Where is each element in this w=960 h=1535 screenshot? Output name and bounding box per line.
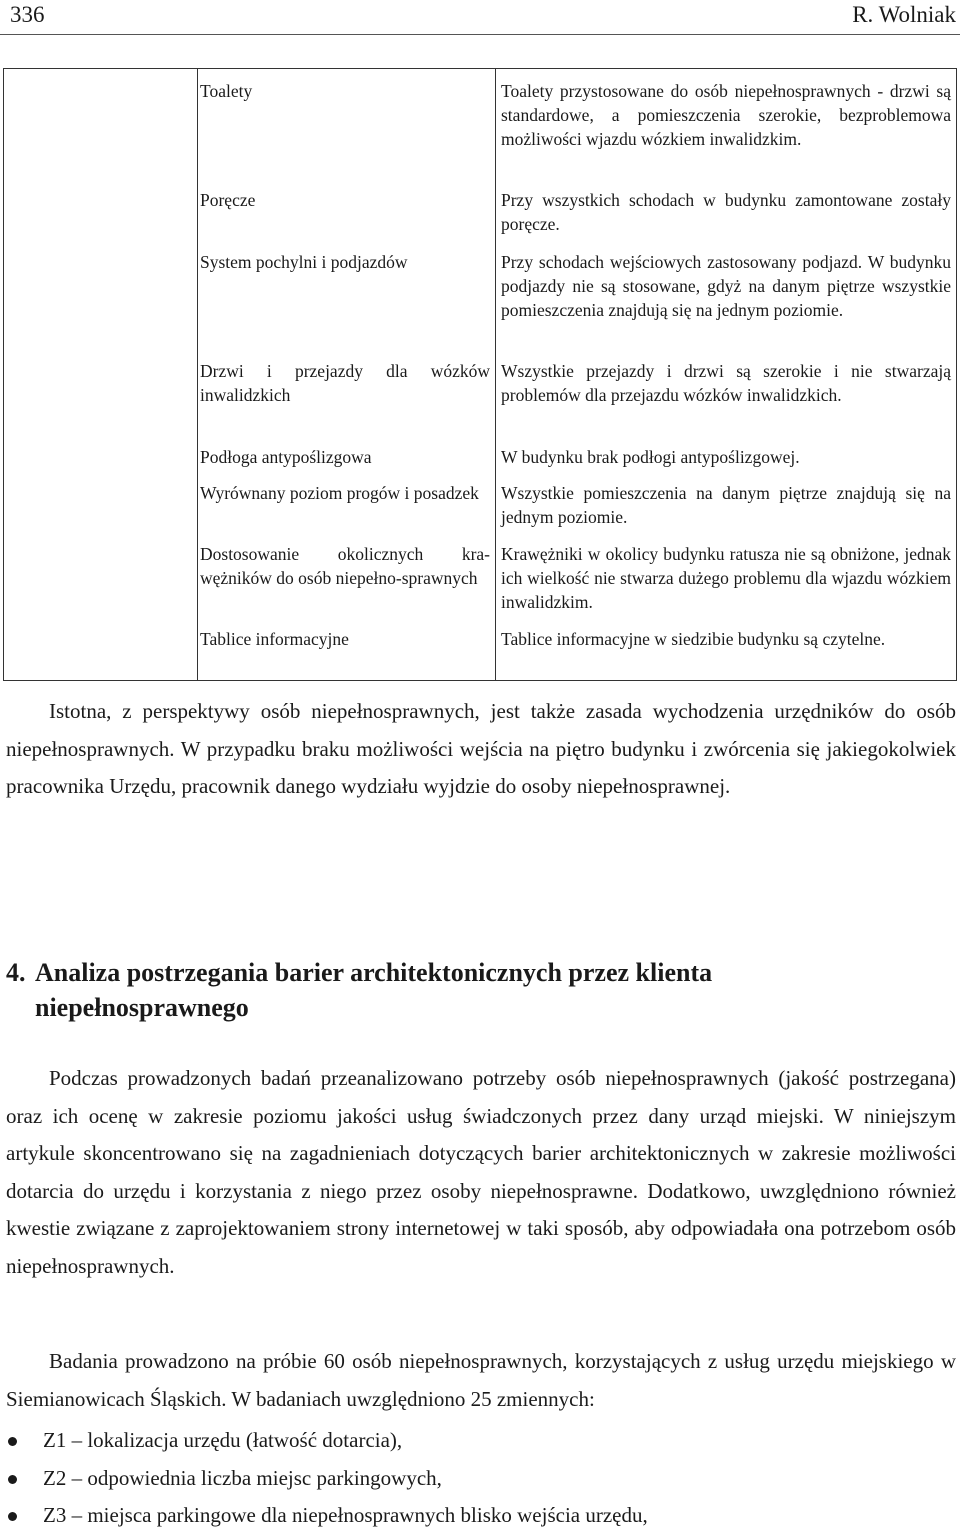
table-row-label: Poręcze bbox=[200, 190, 256, 210]
section-number: 4. bbox=[6, 958, 26, 987]
table-row-value: Wszystkie pomieszczenia na danym piętrze znajdują się na jednym poziomie. bbox=[501, 483, 951, 527]
table-row-value: Krawężniki w okolicy budynku ratusza nie są obniżone, jednak ich wielkość nie stwarza dużego problemu dla wjazdu wózkiem inwalidzkim. bbox=[501, 544, 951, 612]
table-row-value: Przy wszystkich schodach w budynku zamontowane zostały poręcze. bbox=[501, 190, 951, 234]
section-title-line1: Analiza postrzegania barier architektonicznych przez klienta bbox=[35, 958, 713, 987]
list-item bbox=[0, 1497, 950, 1535]
table-row-value: Toalety przystosowane do osób niepełnosprawnych - drzwi są standardowe, a pomieszczenia szerokie, bezproblemowa możliwości wjazdu wózkiem inwalidzkim. bbox=[501, 81, 951, 149]
table-row-value: Wszystkie przejazdy i drzwi są szerokie i nie stwarzają problemów dla przejazdu wózków inwalidzkich. bbox=[501, 361, 951, 405]
body-paragraph: Badania prowadzono na próbie 60 osób niepełnosprawnych, korzystających z usług urzędu miejskiego w Siemianowicach Śląskich. W badaniach uwzględniono 25 zmiennych: bbox=[6, 1349, 956, 1411]
table-row-label: Tablice informacyjne bbox=[200, 629, 349, 649]
table-row-value: W budynku brak podłogi antypoślizgowej. bbox=[501, 447, 800, 467]
page-number: 336 bbox=[10, 2, 45, 27]
table-row-value: Przy schodach wejściowych zastosowany podjazd. W budynku podjazdy nie są stosowane, gdyż na danym piętrze wszystkie pomieszczenia znajdują się na jednym poziomie. bbox=[501, 252, 951, 320]
body-paragraph: Podczas prowadzonych badań przeanalizowano potrzeby osób niepełnosprawnych (jakość postrzegana) oraz ich ocenę w zakresie poziomu jakości usług świadczonych przez dany urząd miejski. W niniejszym artykule skoncentrowano się na zagadnieniach dotyczących barier architektonicznych w zakresie możliwości dotarcia do urzędu i korzystania z niego przez osoby niepełnosprawne. Dodatkowo, uwzględniono również kwestie związane z zaprojektowaniem strony internetowej w taki sposób, aby odpowiadała ona potrzebom osób niepełnosprawnych. bbox=[6, 1066, 956, 1278]
bullet-icon bbox=[8, 1475, 17, 1484]
table-row-label: Podłoga antypoślizgowa bbox=[200, 447, 372, 467]
list-item-text: Z1 – lokalizacja urzędu (łatwość dotarcia), bbox=[43, 1428, 403, 1452]
list-item-text: Z3 – miejsca parkingowe dla niepełnosprawnych blisko wejścia urzędu, bbox=[43, 1503, 648, 1527]
running-header bbox=[0, 0, 960, 35]
bullet-icon bbox=[8, 1512, 17, 1521]
table-row-label: Drzwi i przejazdy dla wózków inwalidzkich bbox=[200, 361, 490, 405]
list-item bbox=[0, 1422, 950, 1460]
section-title-line2: niepełnosprawnego bbox=[35, 993, 249, 1022]
table-row-label: Dostosowanie okolicznych kra-wężników do osób niepełno-sprawnych bbox=[200, 544, 490, 588]
bullet-icon bbox=[8, 1437, 17, 1446]
table-row-label: Toalety bbox=[200, 81, 253, 101]
list-item bbox=[0, 1460, 950, 1498]
list-item-text: Z2 – odpowiednia liczba miejsc parkingowych, bbox=[43, 1465, 442, 1490]
running-author: R. Wolniak bbox=[852, 2, 956, 27]
table-column-divider bbox=[197, 69, 198, 680]
table-row-label: System pochylni i podjazdów bbox=[200, 252, 408, 272]
table-column-divider bbox=[495, 69, 496, 680]
section-heading bbox=[6, 955, 906, 1025]
table-row-label: Wyrównany poziom progów i posadzek bbox=[200, 483, 479, 503]
variable-list bbox=[0, 1422, 950, 1535]
body-paragraph: Istotna, z perspektywy osób niepełnosprawnych, jest także zasada wychodzenia urzędników do osób niepełnosprawnych. W przypadku braku możliwości wejścia na piętro budynku i zwórcenia się jakiegokolwiek pracownika Urzędu, pracownik danego wydziału wyjdzie do osoby niepełnosprawnej. bbox=[6, 699, 956, 798]
table-row-value: Tablice informacyjne w siedzibie budynku są czytelne. bbox=[501, 629, 886, 649]
